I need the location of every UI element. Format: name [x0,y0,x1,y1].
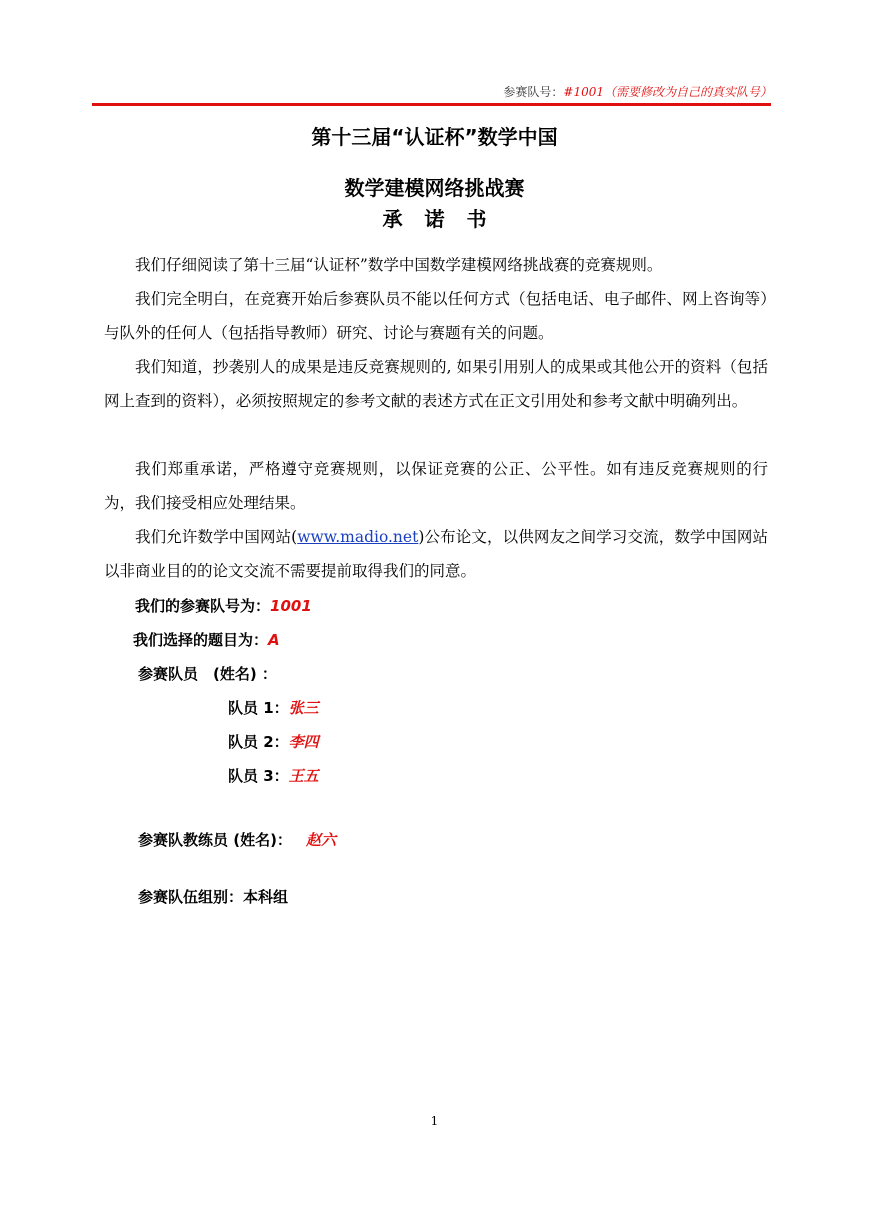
member-2-name: 李四 [288,733,319,751]
coach-label: 参赛队教练员 (姓名)： [138,831,292,849]
p5-after: )公布论文，以供网友之间学习交流，数学中国网站以非商业目的的论文交流不需要提前取得我们的同意。 [104,528,768,580]
title-line-1: 第十三届“认证杯”数学中国 [311,125,558,149]
member-2 [228,731,319,752]
header-label: 参赛队号： [503,85,564,99]
coach-value: 赵六 [305,831,336,849]
group-value: 本科组 [243,888,289,906]
header-team-number [92,83,772,100]
problem-value: A [268,631,280,649]
members-label: 参赛队员 (姓名) ： [138,665,277,683]
team-number-label: 我们的参赛队号为： [135,597,271,615]
problem-line [133,629,280,650]
madio-link[interactable]: www.madio.net [297,528,419,546]
member-1-name: 张三 [288,699,319,717]
paragraph-5 [104,520,768,588]
title-line-3: 承诺书 [382,207,509,231]
paragraph-2: 我们完全明白，在竞赛开始后参赛队员不能以任何方式（包括电话、电子邮件、网上咨询等）与队外的任何人（包括指导教师）研究、讨论与赛题有关的问题。 [104,290,768,342]
coach-line [138,829,336,850]
paragraph-4: 我们郑重承诺，严格遵守竞赛规则，以保证竞赛的公正、公平性。如有违反竞赛规则的行为，我们接受相应处理结果。 [104,460,768,512]
problem-label: 我们选择的题目为： [133,631,269,649]
member-2-label: 队员 2： [228,733,289,751]
paragraph-3: 我们知道，抄袭别人的成果是违反竞赛规则的, 如果引用别人的成果或其他公开的资料（包括网上查到的资料），必须按照规定的参考文献的表述方式在正文引用处和参考文献中明确列出。 [104,358,768,410]
p5-before: 我们允许数学中国网站( [135,528,298,546]
member-1-label: 队员 1： [228,699,289,717]
header-value: #1001（需要修改为自己的真实队号） [563,85,772,99]
paragraph-1: 我们仔细阅读了第十三届“认证杯”数学中国数学建模网络挑战赛的竞赛规则。 [135,256,663,274]
title-line-2: 数学建模网络挑战赛 [344,176,525,200]
team-number-value: 1001 [270,597,312,615]
member-3 [228,765,319,786]
member-3-name: 王五 [288,767,319,785]
member-3-label: 队员 3： [228,767,289,785]
member-1 [228,697,319,718]
group-label: 参赛队伍组别： [138,888,244,906]
page-number: 1 [430,1114,439,1128]
header-rule [92,103,771,106]
team-number-line [135,595,312,616]
group-line [138,886,288,907]
